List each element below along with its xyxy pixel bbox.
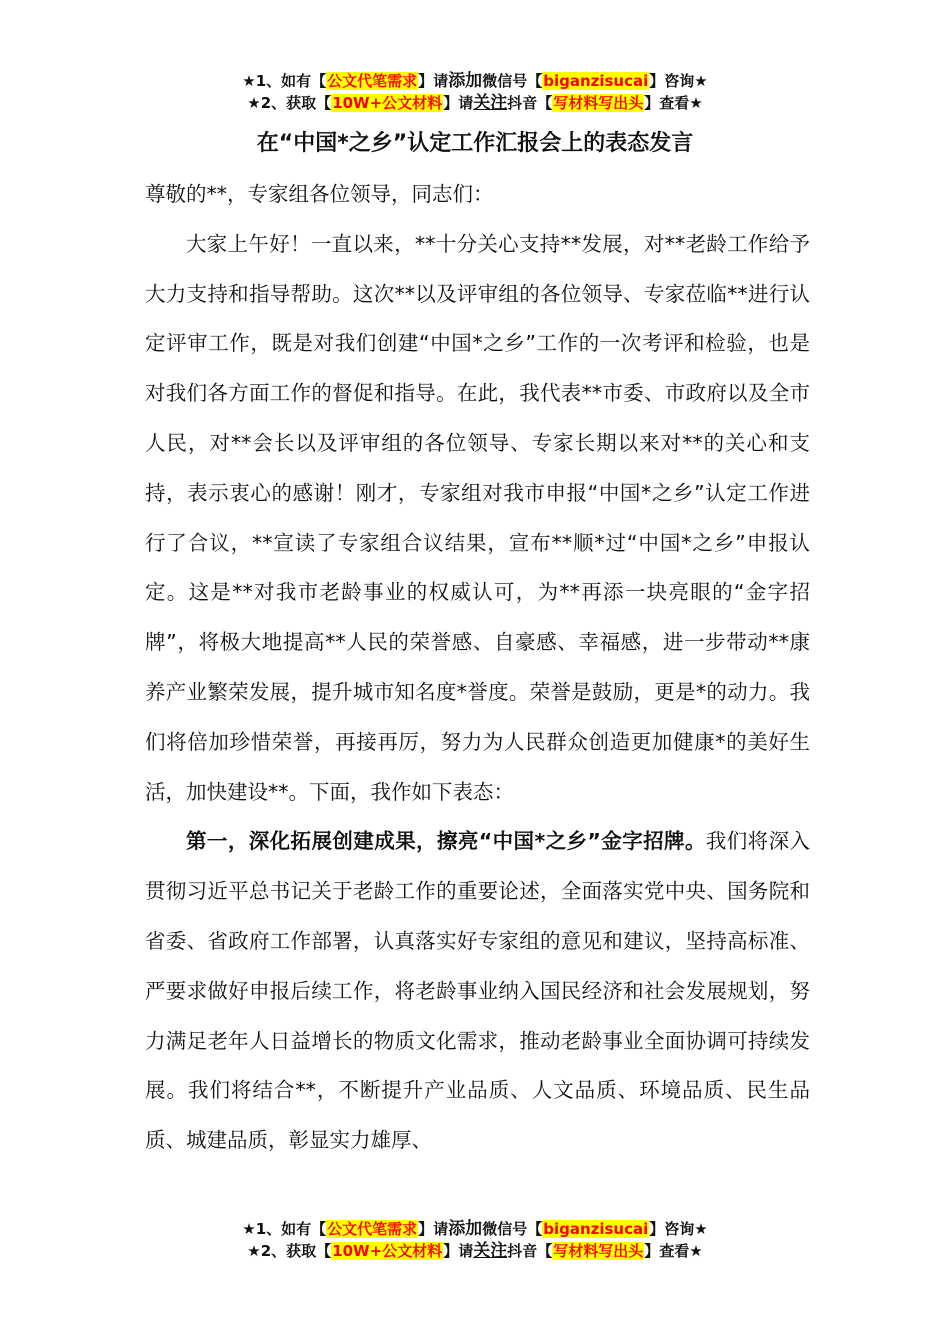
highlight-writing-service: 公文代笔需求: [327, 1220, 418, 1238]
document-body: [145, 170, 810, 1166]
paragraph-2: [145, 817, 810, 1166]
paragraph-2-heading: 第一，深化拓展创建成果，擦亮“中国*之乡”金字招牌。: [186, 829, 706, 854]
highlight-douyin-account: 写材料写出头: [553, 1242, 644, 1260]
highlight-materials: 10W+公文材料: [332, 94, 443, 112]
banner-line-2: ★2、获取【10W+公文材料】请关注抖音【写材料写出头】查看★: [247, 1241, 703, 1261]
highlight-douyin-account: 写材料写出头: [553, 94, 644, 112]
highlight-writing-service: 公文代笔需求: [327, 72, 418, 90]
banner-line-1: ★1、如有【公文代笔需求】请添加微信号【biganzisucai】咨询★: [242, 71, 708, 91]
top-banner: [0, 70, 950, 114]
highlight-wechat-id: biganzisucai: [543, 1220, 649, 1238]
paragraph-1: 大家上午好！一直以来，**十分关心支持**发展，对**老龄工作给予大力支持和指导帮助。这次**以及评审组的各位领导、专家莅临**进行认定评审工作，既是对我们创建“中国*之乡”工作的一次考评和检验，也是对我们各方面工作的督促和指导。在此，我代表**市委、市政府以及全市人民，对**会长以及评审组的各位领导、专家长期以来对**的关心和支持，表示衷心的感谢！刚才，专家组对我市申报“中国*之乡”认定工作进行了合议，**宣读了专家组合议结果，宣布**顺*过“中国*之乡”申报认定。这是**对我市老龄事业的权威认可，为**再添一块亮眼的“金字招牌”，将极大地提高**人民的荣誉感、自豪感、幸福感，进一步带动**康养产业繁荣发展，提升城市知名度*誉度。荣誉是鼓励，更是*的动力。我们将倍加珍惜荣誉，再接再厉，努力为人民群众创造更加健康*的美好生活，加快建设**。下面，我作如下表态：: [145, 231, 810, 804]
banner-line-1: ★1、如有【公文代笔需求】请添加微信号【biganzisucai】咨询★: [242, 1219, 708, 1239]
salutation: 尊敬的**，专家组各位领导，同志们：: [145, 182, 494, 206]
highlight-materials: 10W+公文材料: [332, 1242, 443, 1260]
bottom-banner: [0, 1218, 950, 1262]
banner-line-2: ★2、获取【10W+公文材料】请关注抖音【写材料写出头】查看★: [247, 93, 703, 113]
paragraph-2-body: 我们将深入贯彻习近平总书记关于老龄工作的重要论述，全面落实党中央、国务院和省委、省政府工作部署，认真落实好专家组的意见和建议，坚持高标准、严要求做好申报后续工作，将老龄事业纳入国民经济和社会发展规划，努力满足老年人日益增长的物质文化需求，推动老龄事业全面协调可持续发展。我们将结合**，不断提升产业品质、人文品质、环境品质、民生品质、城建品质，彰显实力雄厚、: [145, 829, 811, 1153]
highlight-wechat-id: biganzisucai: [543, 72, 649, 90]
document-title: 在“中国*之乡”认定工作汇报会上的表态发言: [256, 131, 694, 156]
